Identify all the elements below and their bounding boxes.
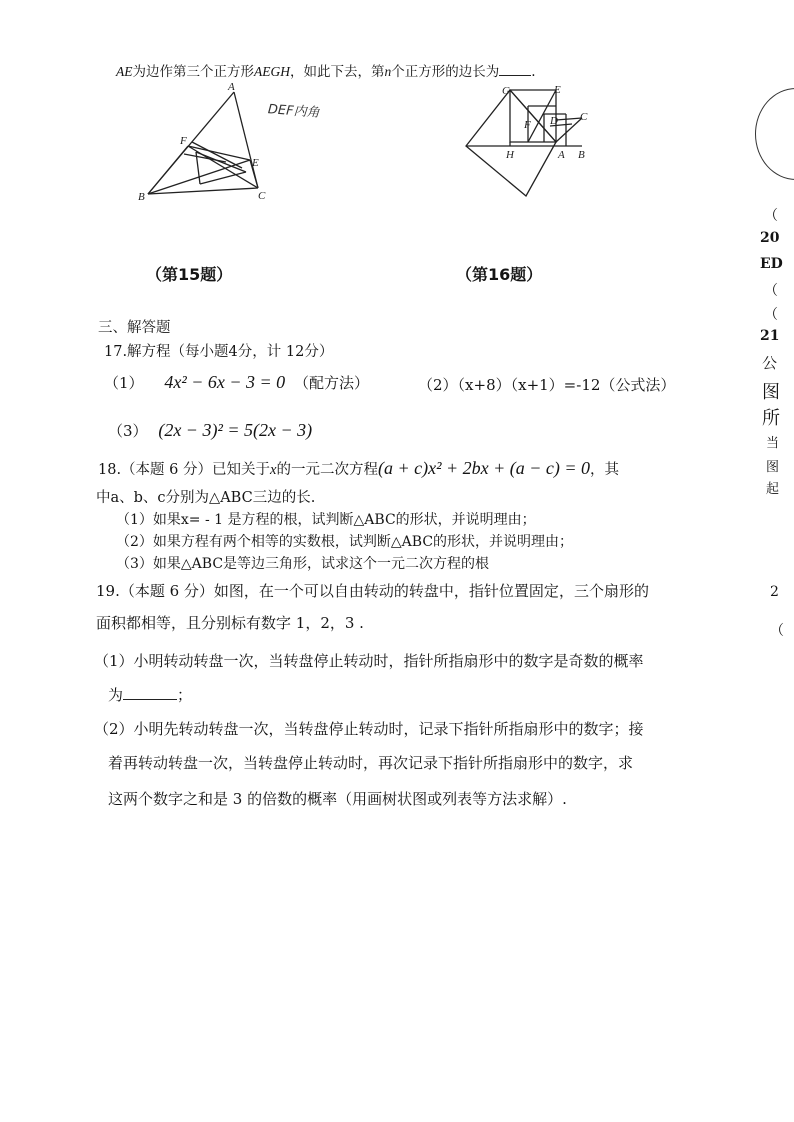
margin-fragment: 当 [766, 436, 780, 451]
segment-ae: AE [116, 64, 133, 79]
margin-fragment: 公 [762, 354, 778, 372]
handwritten-note: DEF内角 [267, 102, 321, 121]
margin-fragment: 图 [762, 382, 780, 403]
q18-line2: 中a、b、c分别为△ABC三边的长. [96, 490, 316, 506]
figure-16-caption: （第16题） [456, 265, 543, 284]
q19-line2: 面积都相等，且分别标有数字 1，2，3 . [96, 614, 364, 632]
fig16-label-f: F [524, 119, 531, 131]
figure-15 [130, 82, 290, 212]
variable-n: n [384, 64, 392, 79]
q17-part2: （2）（x+8）（x+1）=-12（公式法） [418, 376, 676, 394]
square-name: AEGH [254, 64, 290, 79]
margin-fragment: （ [770, 623, 784, 639]
q19-sub2-line3: 这两个数字之和是 3 的倍数的概率（用画树状图或列表等方法求解）. [108, 790, 567, 808]
q18-line1 [98, 458, 619, 479]
q19-sub2-line2: 着再转动转盘一次，当转盘停止转动时，再次记录下指针所指扇形中的数字，求 [108, 754, 634, 772]
margin-fragment: 起 [766, 482, 780, 497]
margin-fragment: 2 [770, 584, 779, 600]
fig16-label-a: A [558, 149, 565, 161]
fig15-label-f: F [180, 135, 187, 147]
margin-fragment: 20 [760, 230, 780, 246]
q18-var: x [270, 462, 277, 478]
fig15-label-a: A [228, 82, 235, 93]
q17-part1-equation: 4x² − 6x − 3 = 0 [164, 372, 286, 392]
q18-sub1: （1）如果x= - 1 是方程的根，试判断△ABC的形状，并说明理由； [116, 512, 536, 528]
fig15-label-c: C [258, 190, 266, 202]
text-part: 个正方形的边长为 [391, 64, 500, 80]
q17-part3-equation: (2x − 3)² = 5(2x − 3) [158, 420, 313, 440]
margin-fragment: 所 [762, 408, 780, 429]
text-part: 为边作第三个正方形 [132, 64, 254, 80]
answer-blank [123, 699, 177, 700]
fig16-label-b: B [578, 149, 585, 161]
q18-prefix: 18.（本题 6 分）已知关于 [98, 462, 271, 478]
q17-part1-method: （配方法） [293, 374, 369, 392]
q18-mid: 的一元二次方程 [276, 462, 378, 478]
q19-line1: 19.（本题 6 分）如图，在一个可以自由转动的转盘中，指针位置固定，三个扇形的 [96, 582, 649, 600]
fig16-label-d: D [550, 115, 558, 127]
partial-spinner-circle [755, 88, 794, 180]
q19-sub1-line2 [108, 684, 192, 705]
problem-16-text-line [116, 60, 536, 80]
margin-fragment: ED [760, 256, 783, 272]
q18-sub2: （2）如果方程有两个相等的实数根，试判断△ABC的形状，并说明理由； [116, 534, 574, 550]
margin-fragment: （ [764, 283, 778, 299]
q19-sub2-line1: （2）小明先转动转盘一次，当转盘停止转动时，记录下指针所指扇形中的数字；接 [94, 720, 644, 738]
fig15-label-b: B [138, 191, 145, 203]
fig16-label-c: C [580, 111, 588, 123]
q19-sub1-line1: （1）小明转动转盘一次，当转盘停止转动时，指针所指扇形中的数字是奇数的概率 [94, 652, 644, 670]
margin-fragment: （ [764, 208, 778, 224]
q18-sub3: （3）如果△ABC是等边三角形，试求这个一元二次方程的根 [116, 556, 490, 572]
q17-part1 [104, 372, 369, 393]
fig16-label-h: H [506, 149, 514, 161]
margin-fragment: （ [764, 307, 778, 323]
margin-fragment: 21 [760, 328, 780, 344]
q18-equation: (a + c)x² + 2bx + (a − c) = 0 [377, 458, 591, 478]
text-part: . [531, 64, 536, 80]
q18-suffix: ，其 [590, 462, 620, 478]
q19-sub1-suffix: ； [177, 686, 193, 704]
text-part: ，如此下去，第 [290, 64, 385, 80]
q17-title: 17.解方程（每小题4分，计 12分） [104, 344, 334, 360]
q17-part3 [108, 420, 312, 441]
fig15-label-e: E [252, 157, 259, 169]
q19-sub1-prefix: 为 [108, 686, 124, 704]
answer-blank [499, 75, 531, 76]
figure-16 [458, 84, 598, 202]
figure-15-caption: （第15题） [146, 265, 233, 284]
fig16-label-e: E [554, 84, 561, 96]
margin-fragment: 图 [766, 460, 780, 475]
section-title: 三、解答题 [98, 320, 171, 336]
fig16-label-g: G [502, 85, 510, 97]
q17-part1-number: （1） [104, 374, 144, 392]
q17-part3-number: （3） [108, 422, 148, 440]
